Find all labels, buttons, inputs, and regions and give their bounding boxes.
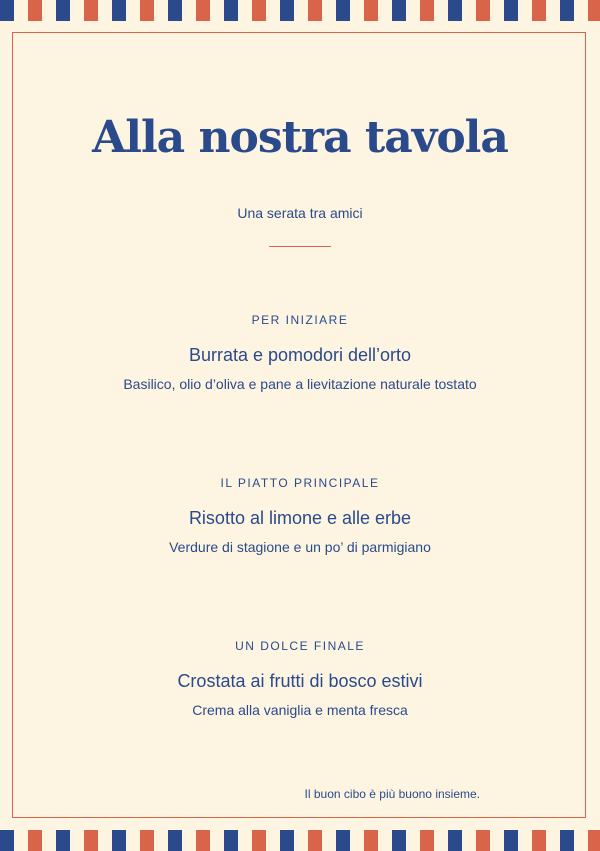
course-starter [0,312,600,393]
course-label: PER INIZIARE [251,313,349,327]
dish-name: Crostata ai frutti di bosco estivi [177,671,423,691]
airmail-stripe-top [0,0,600,21]
airmail-stripe-bottom [0,830,600,851]
dish-description: Basilico, olio d’oliva e pane a lievitazione naturale tostato [123,376,477,392]
menu-title: Alla nostra tavola [92,112,508,163]
course-main [0,475,600,556]
course-label: IL PIATTO PRINCIPALE [220,476,380,490]
title-divider [269,246,331,247]
course-dessert [0,638,600,719]
menu-subtitle: Una serata tra amici [237,205,363,221]
dish-name: Burrata e pomodori dell’orto [188,345,412,365]
footer-note: Il buon cibo è più buono insieme. [304,787,480,801]
course-label: UN DOLCE FINALE [235,639,365,653]
dish-name: Risotto al limone e alle erbe [188,508,412,528]
dish-description: Verdure di stagione e un po’ di parmigiano [169,539,431,555]
dish-description: Crema alla vaniglia e menta fresca [192,702,408,718]
